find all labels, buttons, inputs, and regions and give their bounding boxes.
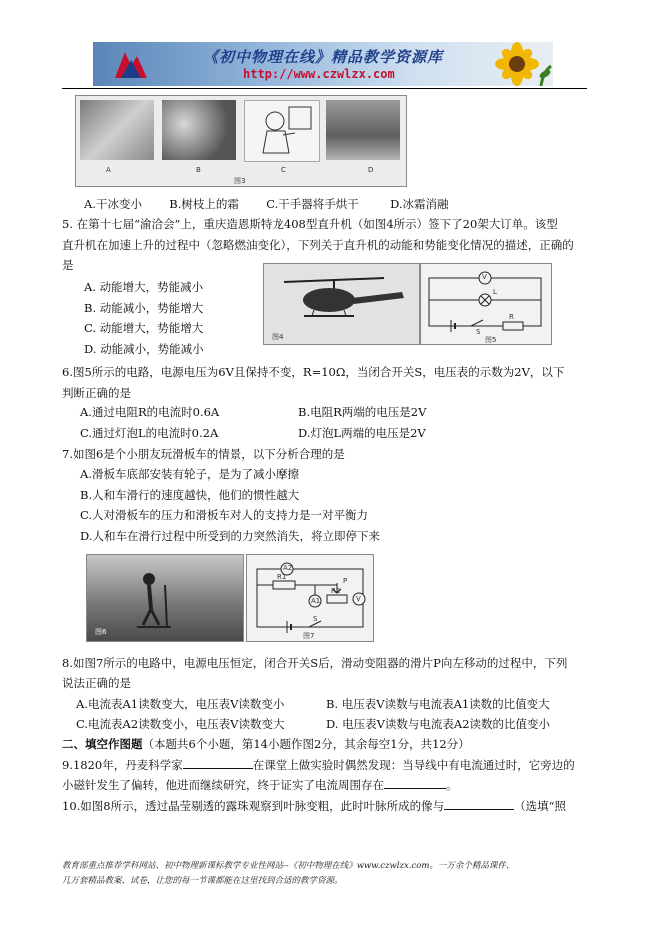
figure-5-lamp-label: L: [493, 288, 497, 296]
figure-7-ammeter-a1-label: A1: [311, 597, 321, 605]
q7-option-d: D.人和车在滑行过程中所受到的力突然消失，将立即停下来: [80, 529, 380, 543]
q5-line-1: 5. 在第十七届“渝洽会”上，重庆造恩斯特龙408型直升机（如图4所示）签下了20架大订单。该型: [62, 217, 558, 231]
figure-7-resistor-r2-label: R2: [331, 587, 341, 595]
q6-option-d: D.灯泡L两端的电压是2V: [298, 426, 426, 440]
figure-7: [246, 554, 374, 642]
figure-3-label-d: D: [368, 166, 374, 174]
q7-option-b: B.人和车滑行的速度越快，他们的惯性越大: [80, 488, 300, 502]
figure-3-label-b: B: [196, 166, 201, 174]
q5-option-b: B. 动能减小，势能增大: [84, 301, 204, 315]
q4-option-b: B.树枝上的霜: [169, 197, 239, 211]
header-title: 《初中物理在线》精品教学资源库: [203, 48, 444, 66]
figure-5-caption: 图5: [485, 336, 497, 344]
figure-3-caption: 图3: [234, 177, 246, 185]
q8-option-b: B. 电压表V读数与电流表A1读数的比值变大: [326, 697, 550, 711]
section-2-note: （本题共6个小题，第14小题作图2分，其余每空1分，共12分）: [142, 737, 470, 751]
figure-3-label-a: A: [106, 166, 111, 174]
q5-option-a: A. 动能增大，势能减小: [84, 280, 204, 294]
figure-3-label-c: C: [281, 166, 286, 174]
q4-option-d: D.冰霜消融: [390, 197, 449, 211]
figure-3: [75, 95, 407, 187]
figure-7-ammeter-a2-label: A2: [283, 564, 293, 572]
q9-line-1: [62, 757, 575, 773]
figure-3c-hand-dryer-drawing: [244, 100, 320, 162]
q7-stem: 7.如图6是个小朋友玩滑板车的情景，以下分析合理的是: [62, 447, 345, 461]
q9-blank-1[interactable]: [183, 757, 253, 769]
q10-blank-1[interactable]: [444, 798, 514, 810]
q6-option-a: A.通过电阻R的电流时0.6A: [80, 405, 220, 419]
q4-option-c: C.干手器将手烘干: [266, 197, 359, 211]
section-2-title: 二、填空作图题: [62, 737, 143, 751]
q5-option-d: D. 动能减小，势能减小: [84, 342, 204, 356]
q5-line-2: 直升机在加速上升的过程中（忽略燃油变化），下列关于直升机的动能和势能变化情况的描述，正确的: [62, 238, 574, 252]
q6-line-1: 6.图5所示的电路，电源电压为6V且保持不变，R=10Ω，当闭合开关S，电压表的示数为2V，以下: [62, 365, 565, 379]
q8-line-1: 8.如图7所示的电路中，电源电压恒定，闭合开关S后，滑动变阻器的滑片P向左移动的过程中，下列: [62, 656, 568, 670]
helicopter-icon: [264, 264, 419, 344]
header-url[interactable]: http://www.czwlzx.com: [243, 67, 395, 81]
figure-7-slider-p-label: P: [343, 577, 348, 585]
figure-7-voltmeter-label: V: [356, 595, 361, 603]
figure-3d-ice-melting-photo: [326, 100, 400, 160]
figure-7-switch-label: S: [313, 615, 318, 623]
q4-option-a: A.干冰变小: [84, 197, 142, 211]
q9-text-1: 9.1820年，丹麦科学家: [62, 758, 183, 772]
q6-option-c: C.通过灯泡L的电流时0.2A: [80, 426, 219, 440]
figure-5-switch-label: S: [476, 328, 481, 336]
figure-7-caption: 图7: [303, 632, 315, 640]
section-2-heading: [62, 737, 470, 752]
q5-option-c: C. 动能增大，势能增大: [84, 321, 204, 335]
q9-line-2: [62, 777, 458, 793]
q7-option-a: A.滑板车底部安装有轮子，是为了减小摩擦: [80, 467, 299, 481]
q10-line-1: [62, 798, 566, 814]
q10-text-2: （选填“照: [514, 799, 566, 813]
q9-text-3: 小磁针发生了偏转，他进而继续研究，终于证实了电流周围存在: [62, 778, 384, 792]
figure-7-resistor-r1-label: R1: [277, 573, 287, 581]
q6-line-2: 判断正确的是: [62, 386, 131, 400]
figure-5-resistor-label: R: [509, 313, 514, 321]
figure-6-caption: 图6: [95, 628, 107, 636]
figure-5: [420, 263, 552, 345]
q8-option-c: C.电流表A2读数变小，电压表V读数变大: [76, 717, 285, 731]
child-scooter-icon: [87, 555, 243, 641]
q8-line-2: 说法正确的是: [62, 676, 131, 690]
figure-7-circuit-diagram: [247, 555, 373, 641]
figure-4: [263, 263, 420, 345]
q8-option-a: A.电流表A1读数变大，电压表V读数变小: [76, 697, 285, 711]
footer-line-2: 几万套精品教案、试卷，让您的每一节课都能在这里找到合适的教学资源。: [62, 876, 343, 886]
footer-line-1: 教育部重点推荐学科网站、初中物理新课标教学专业性网站--《初中物理在线》www.czwlzx.com。一万余个精品课件、: [62, 861, 515, 871]
sunflower-icon: [481, 42, 553, 86]
q6-option-b: B.电阻R两端的电压是2V: [298, 405, 427, 419]
q10-text-1: 10.如图8所示，透过晶莹剔透的露珠观察到叶脉变粗，此时叶脉所成的像与: [62, 799, 445, 813]
q9-blank-2[interactable]: [384, 777, 446, 789]
q9-text-4: 。: [446, 778, 458, 792]
q5-line-3: 是: [62, 258, 74, 272]
q9-text-2: 在课堂上做实验时偶然发现：当导线中有电流通过时，它旁边的: [252, 758, 575, 772]
header-banner: [93, 42, 553, 86]
figure-3b-frost-photo: [162, 100, 236, 160]
figure-3a-dry-ice-photo: [80, 100, 154, 160]
site-logo-icon: [111, 46, 151, 82]
figure-5-voltmeter-label: V: [482, 273, 487, 281]
header-rule: [62, 88, 587, 89]
q8-option-d: D. 电压表V读数与电流表A2读数的比值变小: [326, 717, 551, 731]
figure-6: [86, 554, 244, 642]
q7-option-c: C.人对滑板车的压力和滑板车对人的支持力是一对平衡力: [80, 508, 369, 522]
q4-options: [84, 197, 449, 212]
figure-4-caption: 图4: [272, 333, 284, 341]
